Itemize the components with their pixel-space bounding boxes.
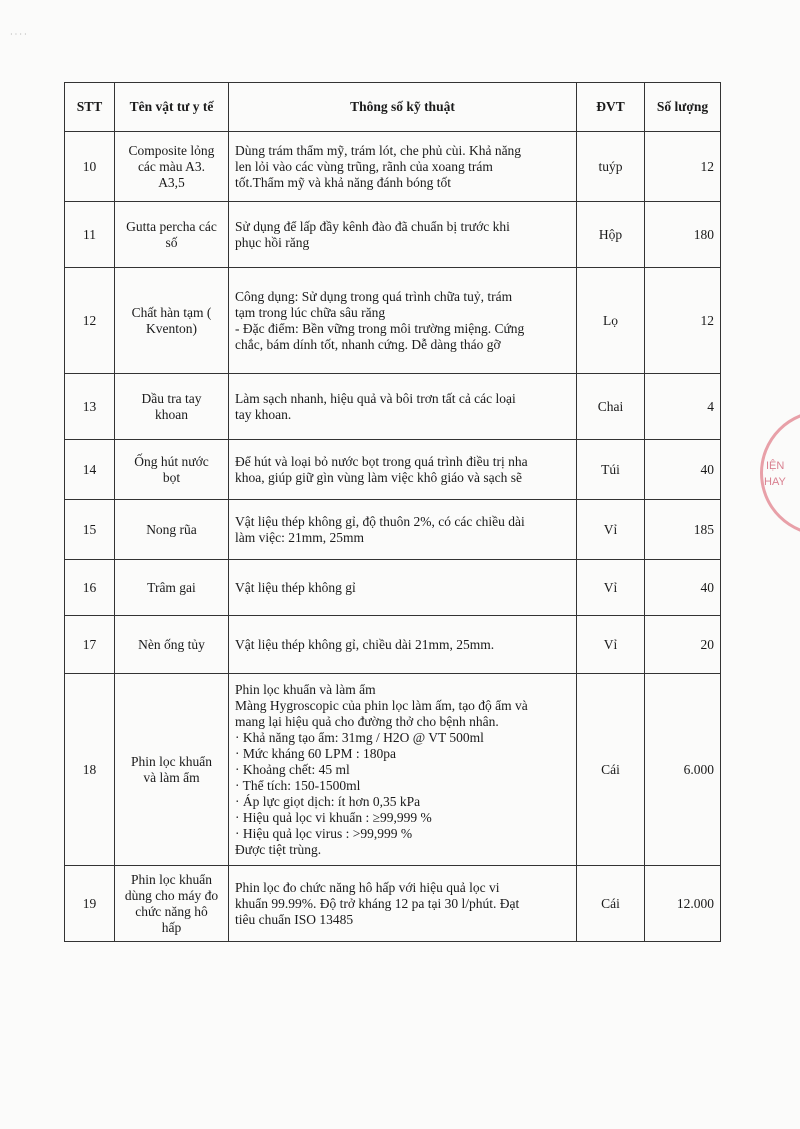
cell-spec-line: · Khả năng tạo ẩm: 31mg / H2O @ VT 500ml — [235, 729, 484, 745]
cell-item-name-line: số — [165, 234, 178, 250]
header-name: Tên vật tư y tế — [115, 83, 229, 132]
cell-unit: Chai — [577, 374, 645, 440]
table-row — [65, 202, 721, 268]
cell-unit: Cái — [577, 674, 645, 866]
scan-specks: · · · · — [10, 30, 27, 39]
cell-spec-line: chắc, bám dính tốt, nhanh cứng. Dễ dàng tháo gỡ — [235, 336, 501, 352]
cell-item-name-line: khoan — [155, 406, 188, 422]
cell-qty: 40 — [645, 560, 721, 616]
table-body — [65, 132, 721, 942]
cell-qty: 12 — [645, 268, 721, 374]
cell-spec-line: Sử dụng để lấp đầy kênh đào đã chuẩn bị trước khi — [235, 218, 510, 234]
cell-unit: Vỉ — [577, 500, 645, 560]
cell-item-name-line: Phin lọc khuẩn — [131, 753, 212, 769]
cell-stt: 12 — [65, 268, 115, 374]
cell-item-name-line: hấp — [161, 919, 182, 935]
cell-spec — [229, 866, 577, 942]
cell-spec-line: - Đặc điểm: Bền vững trong môi trường miệng. Cứng — [235, 320, 525, 336]
cell-qty: 12 — [645, 132, 721, 202]
header-unit: ĐVT — [577, 83, 645, 132]
cell-spec-line: · Hiệu quả lọc virus : >99,999 % — [235, 825, 413, 841]
table-header-row — [65, 83, 721, 132]
cell-spec-line: Được tiệt trùng. — [235, 841, 322, 857]
cell-item-name-line: Nong rũa — [146, 521, 197, 537]
red-seal-stamp — [752, 410, 800, 540]
table-row — [65, 374, 721, 440]
cell-spec-line: Công dụng: Sử dụng trong quá trình chữa tuỷ, trám — [235, 288, 513, 304]
cell-unit: Hộp — [577, 202, 645, 268]
cell-spec — [229, 560, 577, 616]
header-qty: Số lượng — [645, 83, 721, 132]
cell-spec-line: · Áp lực giọt dịch: ít hơn 0,35 kPa — [235, 793, 421, 809]
cell-stt: 13 — [65, 374, 115, 440]
cell-qty: 12.000 — [645, 866, 721, 942]
cell-stt: 19 — [65, 866, 115, 942]
seal-circle — [760, 410, 800, 536]
cell-item-name-line: Kventon) — [146, 320, 197, 336]
cell-item-name — [115, 440, 229, 500]
cell-spec-line: · Hiệu quả lọc vi khuẩn : ≥99,999 % — [235, 809, 432, 825]
cell-spec-line: tay khoan. — [235, 406, 292, 422]
cell-unit: Lọ — [577, 268, 645, 374]
table-row — [65, 616, 721, 674]
cell-item-name-line: A3,5 — [158, 174, 185, 190]
cell-spec — [229, 674, 577, 866]
cell-spec — [229, 500, 577, 560]
cell-unit: tuýp — [577, 132, 645, 202]
cell-item-name-line: Dầu tra tay — [141, 390, 202, 406]
cell-item-name-line: Composite lỏng — [128, 142, 215, 158]
cell-unit: Cái — [577, 866, 645, 942]
cell-item-name — [115, 132, 229, 202]
cell-spec-line: Phin lọc khuẩn và làm ẩm — [235, 681, 376, 697]
cell-spec — [229, 132, 577, 202]
cell-item-name-line: Phin lọc khuẩn — [131, 871, 212, 887]
cell-qty: 6.000 — [645, 674, 721, 866]
seal-text-1: IỆN — [766, 460, 785, 472]
cell-item-name-line: bọt — [162, 469, 181, 485]
cell-spec — [229, 374, 577, 440]
cell-unit: Vỉ — [577, 560, 645, 616]
cell-spec-line: làm việc: 21mm, 25mm — [235, 529, 364, 545]
cell-stt: 14 — [65, 440, 115, 500]
cell-stt: 18 — [65, 674, 115, 866]
supplies-spec-table — [64, 82, 721, 942]
cell-spec-line: Dùng trám thẩm mỹ, trám lót, che phủ cùi. Khả năng — [235, 142, 522, 158]
cell-spec-line: Làm sạch nhanh, hiệu quả và bôi trơn tất cả các loại — [235, 390, 516, 406]
cell-item-name — [115, 560, 229, 616]
cell-spec — [229, 440, 577, 500]
cell-spec-line: tiêu chuẩn ISO 13485 — [235, 911, 354, 927]
cell-unit: Vỉ — [577, 616, 645, 674]
cell-stt: 10 — [65, 132, 115, 202]
cell-item-name — [115, 866, 229, 942]
cell-spec — [229, 616, 577, 674]
cell-spec-line: Vật liệu thép không gỉ — [235, 579, 356, 595]
cell-spec-line: phục hồi răng — [235, 234, 310, 250]
cell-qty: 40 — [645, 440, 721, 500]
cell-item-name — [115, 268, 229, 374]
cell-spec-line: Vật liệu thép không gỉ, độ thuôn 2%, có các chiều dài — [235, 513, 525, 529]
cell-qty: 4 — [645, 374, 721, 440]
cell-spec — [229, 202, 577, 268]
cell-item-name-line: Nèn ống tủy — [138, 636, 205, 652]
cell-item-name-line: các màu A3. — [137, 158, 206, 174]
cell-spec-line: Vật liệu thép không gỉ, chiều dài 21mm, 25mm. — [235, 636, 495, 652]
cell-item-name-line: Chất hàn tạm ( — [131, 304, 212, 320]
cell-item-name-line: Gutta percha các — [126, 218, 217, 234]
cell-stt: 15 — [65, 500, 115, 560]
cell-spec-line: mang lại hiệu quả cho đường thở cho bệnh nhân. — [235, 713, 499, 729]
cell-item-name — [115, 500, 229, 560]
header-stt: STT — [65, 83, 115, 132]
table-row — [65, 132, 721, 202]
cell-spec-line: khuẩn 99.99%. Độ trở kháng 12 pa tại 30 l/phút. Đạt — [235, 895, 520, 911]
table-row — [65, 560, 721, 616]
cell-spec-line: tạm trong lúc chữa sâu răng — [235, 304, 386, 320]
cell-item-name-line: chức năng hô — [135, 903, 208, 919]
cell-spec-line: Màng Hygroscopic của phin lọc làm ấm, tạo độ ẩm và — [235, 697, 528, 713]
cell-qty: 20 — [645, 616, 721, 674]
cell-qty: 180 — [645, 202, 721, 268]
cell-item-name — [115, 674, 229, 866]
cell-spec-line: · Khoảng chết: 45 ml — [235, 761, 350, 777]
cell-spec-line: khoa, giúp giữ gìn vùng làm việc khô giáo và sạch sẽ — [235, 469, 523, 485]
table-row — [65, 440, 721, 500]
seal-text-2: HAY — [764, 476, 786, 488]
cell-spec-line: len lỏi vào các vùng trũng, rãnh của xoang trám — [235, 158, 493, 174]
table-row — [65, 674, 721, 866]
cell-item-name — [115, 202, 229, 268]
cell-item-name-line: dùng cho máy đo — [124, 887, 219, 903]
header-spec: Thông số kỹ thuật — [229, 83, 577, 132]
cell-spec — [229, 268, 577, 374]
cell-item-name — [115, 616, 229, 674]
cell-unit: Túi — [577, 440, 645, 500]
cell-spec-line: · Mức kháng 60 LPM : 180pa — [235, 745, 397, 761]
table-row — [65, 500, 721, 560]
cell-spec-line: Phin lọc đo chức năng hô hấp với hiệu quả lọc vi — [235, 879, 500, 895]
cell-spec-line: tốt.Thẩm mỹ và khả năng đánh bóng tốt — [235, 174, 451, 190]
cell-stt: 11 — [65, 202, 115, 268]
cell-spec-line: Để hút và loại bỏ nước bọt trong quá trình điều trị nha — [235, 453, 528, 469]
cell-item-name-line: Ống hút nước — [134, 453, 209, 469]
cell-item-name-line: Trâm gai — [147, 579, 196, 595]
cell-item-name-line: và làm ẩm — [143, 769, 200, 785]
cell-stt: 16 — [65, 560, 115, 616]
cell-qty: 185 — [645, 500, 721, 560]
cell-item-name — [115, 374, 229, 440]
cell-stt: 17 — [65, 616, 115, 674]
table-row — [65, 268, 721, 374]
cell-spec-line: · Thể tích: 150-1500ml — [235, 777, 361, 793]
table-row — [65, 866, 721, 942]
